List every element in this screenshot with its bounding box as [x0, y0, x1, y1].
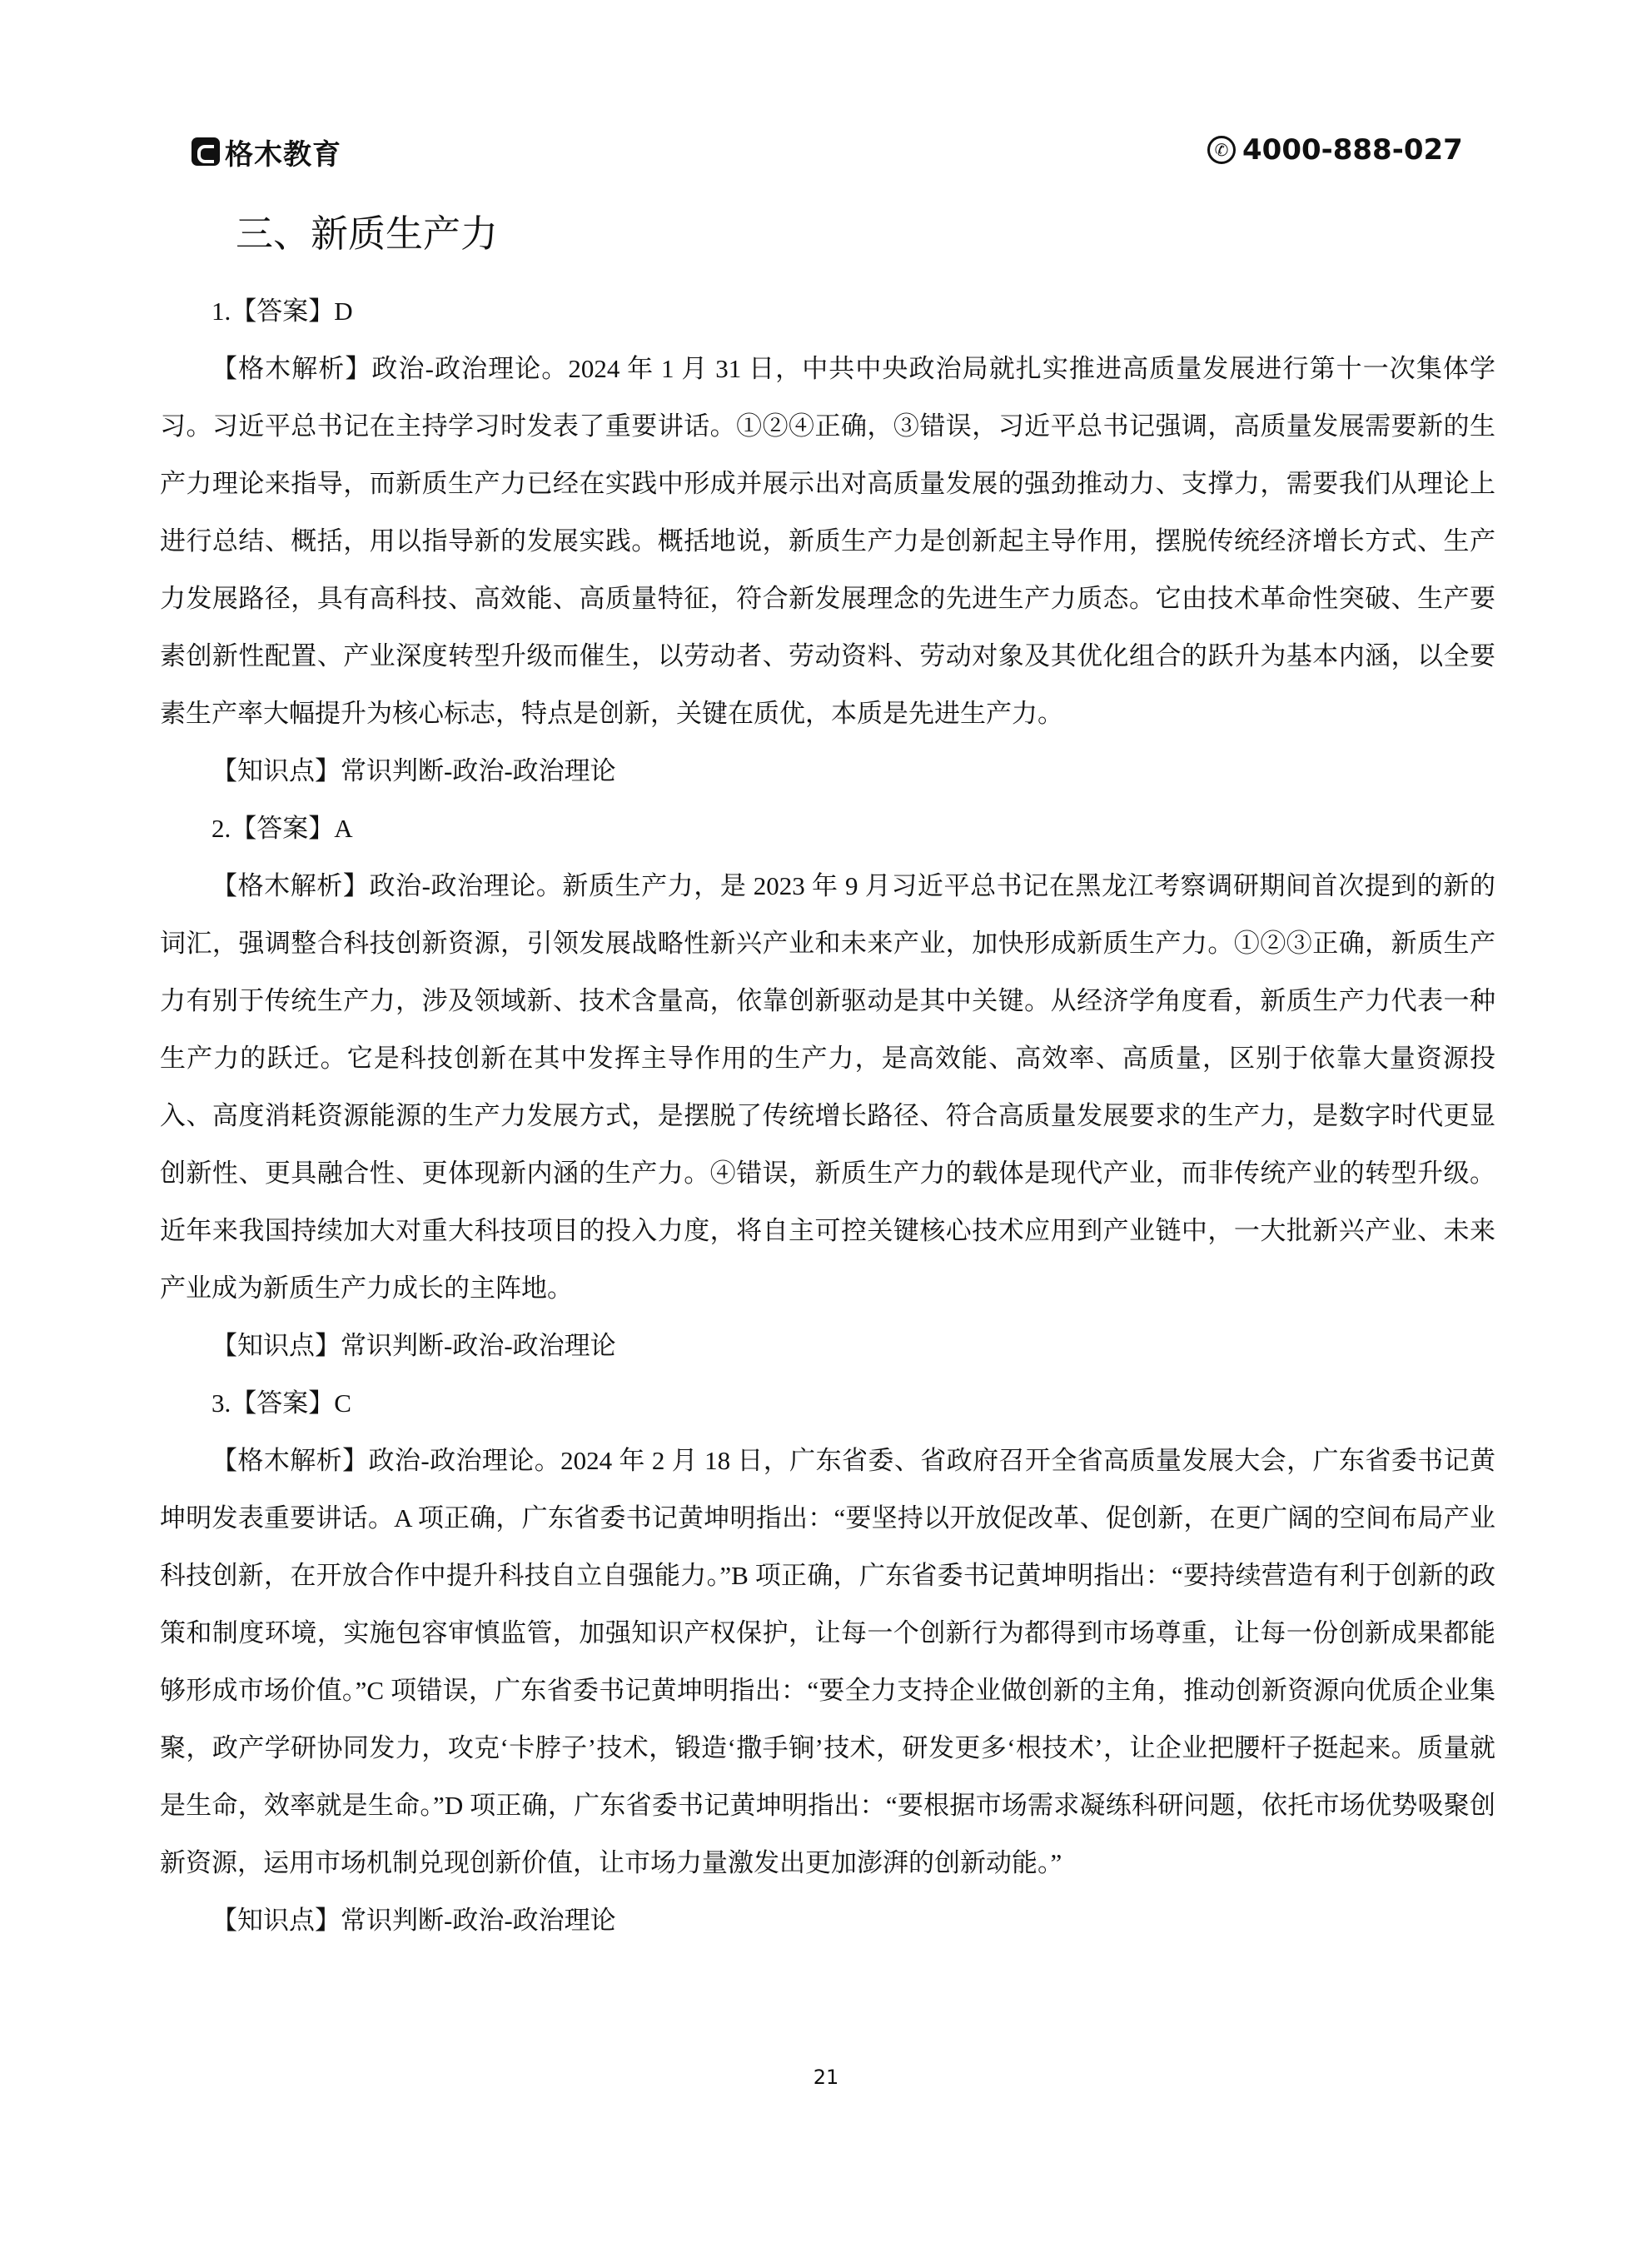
phone-number: 4000-888-027: [1242, 133, 1463, 167]
logo-text: 格木教育: [225, 137, 341, 172]
header-phone: [1207, 133, 1463, 167]
question-block: [160, 800, 1495, 1374]
section-title: 三、新质生产力: [236, 212, 499, 256]
knowledge-point: 【知识点】常识判断-政治-政治理论: [211, 1906, 616, 1935]
analysis-paragraph: 【格木解析】政治-政治理论。新质生产力，是 2023 年 9 月习近平总书记在黑龙江考察调研期间首次提到的新的词汇，强调整合科技创新资源，引领发展战略性新兴产业和未来产业，加快形成新质生产力。①②③正确，新质生产力有别于传统生产力，涉及领域新、技术含量高，依靠创新驱动是其中关键。从经济学角度看，新质生产力代表一种生产力的跃迁。它是科技创新在其中发挥主导作用的生产力，是高效能、高效率、高质量，区别于依靠大量资源投入、高度消耗资源能源的生产力发展方式，是摆脱了传统增长路径、符合高质量发展要求的生产力，是数字时代更显创新性、更具融合性、更体现新内涵的生产力。④错误，新质生产力的载体是现代产业，而非传统产业的转型升级。近年来我国持续加大对重大科技项目的投入力度，将自主可控关键核心技术应用到产业链中，一大批新兴产业、未来产业成为新质生产力成长的主阵地。: [160, 871, 1495, 1303]
phone-icon: ✆: [1207, 136, 1236, 164]
knowledge-point: 【知识点】常识判断-政治-政治理论: [211, 1331, 616, 1360]
analysis-paragraph: 【格木解析】政治-政治理论。2024 年 2 月 18 日，广东省委、省政府召开全省高质量发展大会，广东省委书记黄坤明发表重要讲话。A 项正确，广东省委书记黄坤明指出：“要坚持以开放促改革、促创新，在更广阔的空间布局产业科技创新，在开放合作中提升科技自立自强能力。”B 项正确，广东省委书记黄坤明指出：“要持续营造有利于创新的政策和制度环境，实施包容审慎监管，加强知识产权保护，让每一个创新行为都得到市场尊重，让每一份创新成果都能够形成市场价值。”C 项错误，广东省委书记黄坤明指出：“要全力支持企业做创新的主角，推动创新资源向优质企业集聚，政产学研协同发力，攻克‘卡脖子’技术，锻造‘撒手锏’技术，研发更多‘根技术’，让企业把腰杆子挺起来。质量就是生命，效率就是生命。”D 项正确，广东省委书记黄坤明指出：“要根据市场需求凝练科研问题，依托市场优势吸聚创新资源，运用市场机制兑现创新价值，让市场力量激发出更加澎湃的创新动能。”: [160, 1446, 1495, 1877]
brand-logo: [192, 135, 341, 172]
answer-line: 2.【答案】A: [211, 814, 353, 843]
document-body: [160, 282, 1495, 1949]
answer-line: 1.【答案】D: [211, 297, 353, 326]
answer-line: 3.【答案】C: [211, 1388, 351, 1418]
page-number: 21: [813, 2066, 839, 2089]
question-block: [160, 1374, 1495, 1949]
analysis-paragraph: 【格木解析】政治-政治理论。2024 年 1 月 31 日，中共中央政治局就扎实推进高质量发展进行第十一次集体学习。习近平总书记在主持学习时发表了重要讲话。①②④正确，③错误，习近平总书记强调，高质量发展需要新的生产力理论来指导，而新质生产力已经在实践中形成并展示出对高质量发展的强劲推动力、支撑力，需要我们从理论上进行总结、概括，用以指导新的发展实践。概括地说，新质生产力是创新起主导作用，摆脱传统经济增长方式、生产力发展路径，具有高科技、高效能、高质量特征，符合新发展理念的先进生产力质态。它由技术革命性突破、生产要素创新性配置、产业深度转型升级而催生，以劳动者、劳动资料、劳动对象及其优化组合的跃升为基本内涵，以全要素生产率大幅提升为核心标志，特点是创新，关键在质优，本质是先进生产力。: [160, 354, 1495, 728]
logo-icon: [192, 137, 220, 166]
question-block: [160, 282, 1495, 800]
knowledge-point: 【知识点】常识判断-政治-政治理论: [211, 756, 616, 785]
